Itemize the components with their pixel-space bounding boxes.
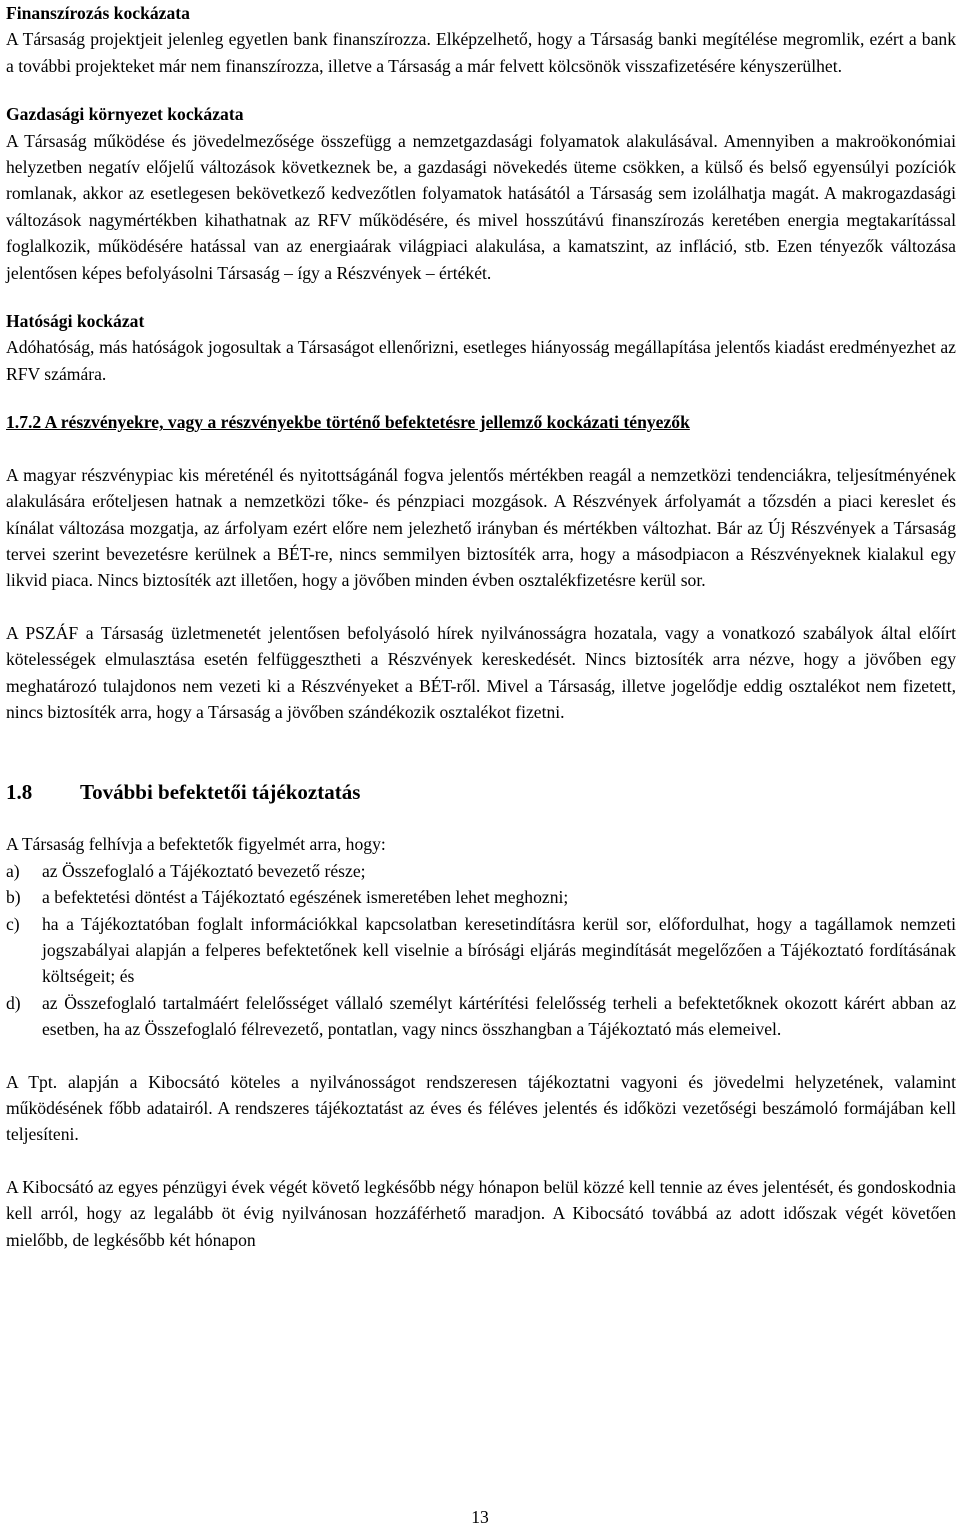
- list-item: [6, 858, 956, 884]
- list-item: [6, 884, 956, 910]
- investor-info-number: 1.8: [6, 780, 33, 805]
- investor-notice-list: [6, 858, 956, 1043]
- regulatory-risk-heading: Hatósági kockázat: [6, 311, 145, 332]
- list-item-mark: d): [6, 992, 21, 1013]
- list-item-text: a befektetési döntést a Tájékoztató egészének ismeretében lehet meghozni;: [42, 887, 569, 908]
- list-item-mark: c): [6, 913, 20, 934]
- shares-risk-paragraph-2: A PSZÁF a Társaság üzletmenetét jelentősen befolyásoló hírek nyilvánosságra hozatala, vagy a vonatkozó szabályok által előírt kötelességek elmulasztása esetén felfüggesztheti a Részvények kereskedését. Nincs biztosíték arra nézve, hogy a jövőben egy meghatározó tulajdonos nem vezeti ki a Részvényeket a BÉT-ről. Mivel a Társaság, illetve jogelődje eddig osztalékot nem fizetett, nincs biztosíték arra, hogy a Társaság a jövőben szándékozik osztalékot fizetni.: [6, 622, 956, 722]
- regulatory-risk-text: Adóhatóság, más hatóságok jogosultak a Társaságot ellenőrizni, esetleges hiányosság megállapítása jelentős kiadást eredményezhet az RFV számára.: [6, 337, 956, 384]
- economic-risk-text: A Társaság működése és jövedelmezősége összefügg a nemzetgazdasági folyamatok alakulásával. Amennyiben a makroökonómiai helyzetben negatív előjelű változások következnek be, a gazdasági növekedés üteme csökken, a külső és belső egyensúlyi pozíciók romlanak, akkor az esetlegesen bekövetkező kedvezőtlen folyamatok hatásától a Társaság sem izolálhatja magát. A makrogazdasági változások nagymértékben kihathatnak az RFV működésére, és mivel hosszútávú finanszírozás keretében energia megtakarítással foglalkozik, működésére hatással van az energiaárak világpiaci alakulása, a kamatszint, az infláció, stb. Ezen tényezők változása jelentősen képes befolyásolni Társaság – így a Részvények – értékét.: [6, 130, 956, 283]
- document-page: [6, 0, 956, 1253]
- list-item: [6, 911, 956, 990]
- investor-info-paragraph-1: A Tpt. alapján a Kibocsátó köteles a nyilvánosságot rendszeresen tájékoztatni vagyoni és jövedelmi helyzetének, valamint működésének főbb adatairól. A rendszeres tájékoztatást az éves és féléves jelentés és időközi vezetőségi beszámoló formájában kell teljesíteni.: [6, 1071, 956, 1145]
- economic-risk-heading: Gazdasági környezet kockázata: [6, 104, 244, 125]
- list-item-text: az Összefoglaló a Tájékoztató bevezető része;: [42, 860, 366, 881]
- financing-risk-heading: Finanszírozás kockázata: [6, 3, 190, 23]
- investor-info-intro: A Társaság felhívja a befektetők figyelmét arra, hogy:: [6, 834, 386, 855]
- list-item-text: ha a Tájékoztatóban foglalt információkkal kapcsolatban keresetindításra kerül sor, előfordulhat, hogy a tagállamok nemzeti jogszabályai alapján a felperes befektetőnek kell viselnie a bírósági eljárás megindítását megelőzően a Tájékoztató fordításának költségeit; és: [42, 913, 956, 987]
- list-item-mark: b): [6, 887, 21, 908]
- investor-info-paragraph-2: A Kibocsátó az egyes pénzügyi évek végét követő legkésőbb négy hónapon belül közzé kell tennie az éves jelentését, és gondoskodnia kell arról, hogy az legalább öt évig nyilvánosan hozzáférhető maradjon. A Kibocsátó továbbá az adott időszak végét követően mielőbb, de legkésőbb két hónapon: [6, 1176, 956, 1250]
- investor-info-heading: [6, 777, 956, 807]
- investor-info-title: További befektetői tájékoztatás: [80, 780, 361, 805]
- list-item: [6, 990, 956, 1043]
- shares-risk-paragraph-1: A magyar részvénypiac kis méreténél és nyitottságánál fogva jelentős mértékben reagál a nemzetközi tendenciákra, teljesítményének alakulására erőteljesen hatnak a nemzetközi tőke- és pénzpiaci mozgások. A Részvények árfolyamát a tőzsdén a piaci kereslet és kínálat változása mozgatja, az árfolyam ezért előre nem jelezhető irányban és mértékben változhat. Bár az Új Részvények a Társaság tervei szerint bevezetésre kerülnek a BÉT-re, nincs semmilyen biztosíték arra, hogy a másodpiacon a Részvényeknek kialakul egy likvid piaca. Nincs biztosíték azt illetően, hogy a jövőben minden évben osztalékfizetésre kerül sor.: [6, 464, 956, 591]
- list-item-mark: a): [6, 860, 20, 881]
- shares-risk-heading: 1.7.2 A részvényekre, vagy a részvényekbe történő befektetésre jellemző kockázati tényezők: [6, 412, 690, 433]
- financing-risk-text: A Társaság projektjeit jelenleg egyetlen bank finanszírozza. Elképzelhető, hogy a Társaság banki megítélése megromlik, ezért a bank a további projekteket már nem finanszírozza, illetve a Társaság a már felvett kölcsönök visszafizetésére kényszerülhet.: [6, 29, 956, 76]
- list-item-text: az Összefoglaló tartalmáért felelősséget vállaló személyt kártérítési felelősség terheli a befektetőknek okozott kárért abban az esetben, ha az Összefoglaló félrevezető, pontatlan, vagy nincs összhangban a Tájékoztató más elemeivel.: [42, 992, 956, 1040]
- page-number: 13: [471, 1507, 489, 1527]
